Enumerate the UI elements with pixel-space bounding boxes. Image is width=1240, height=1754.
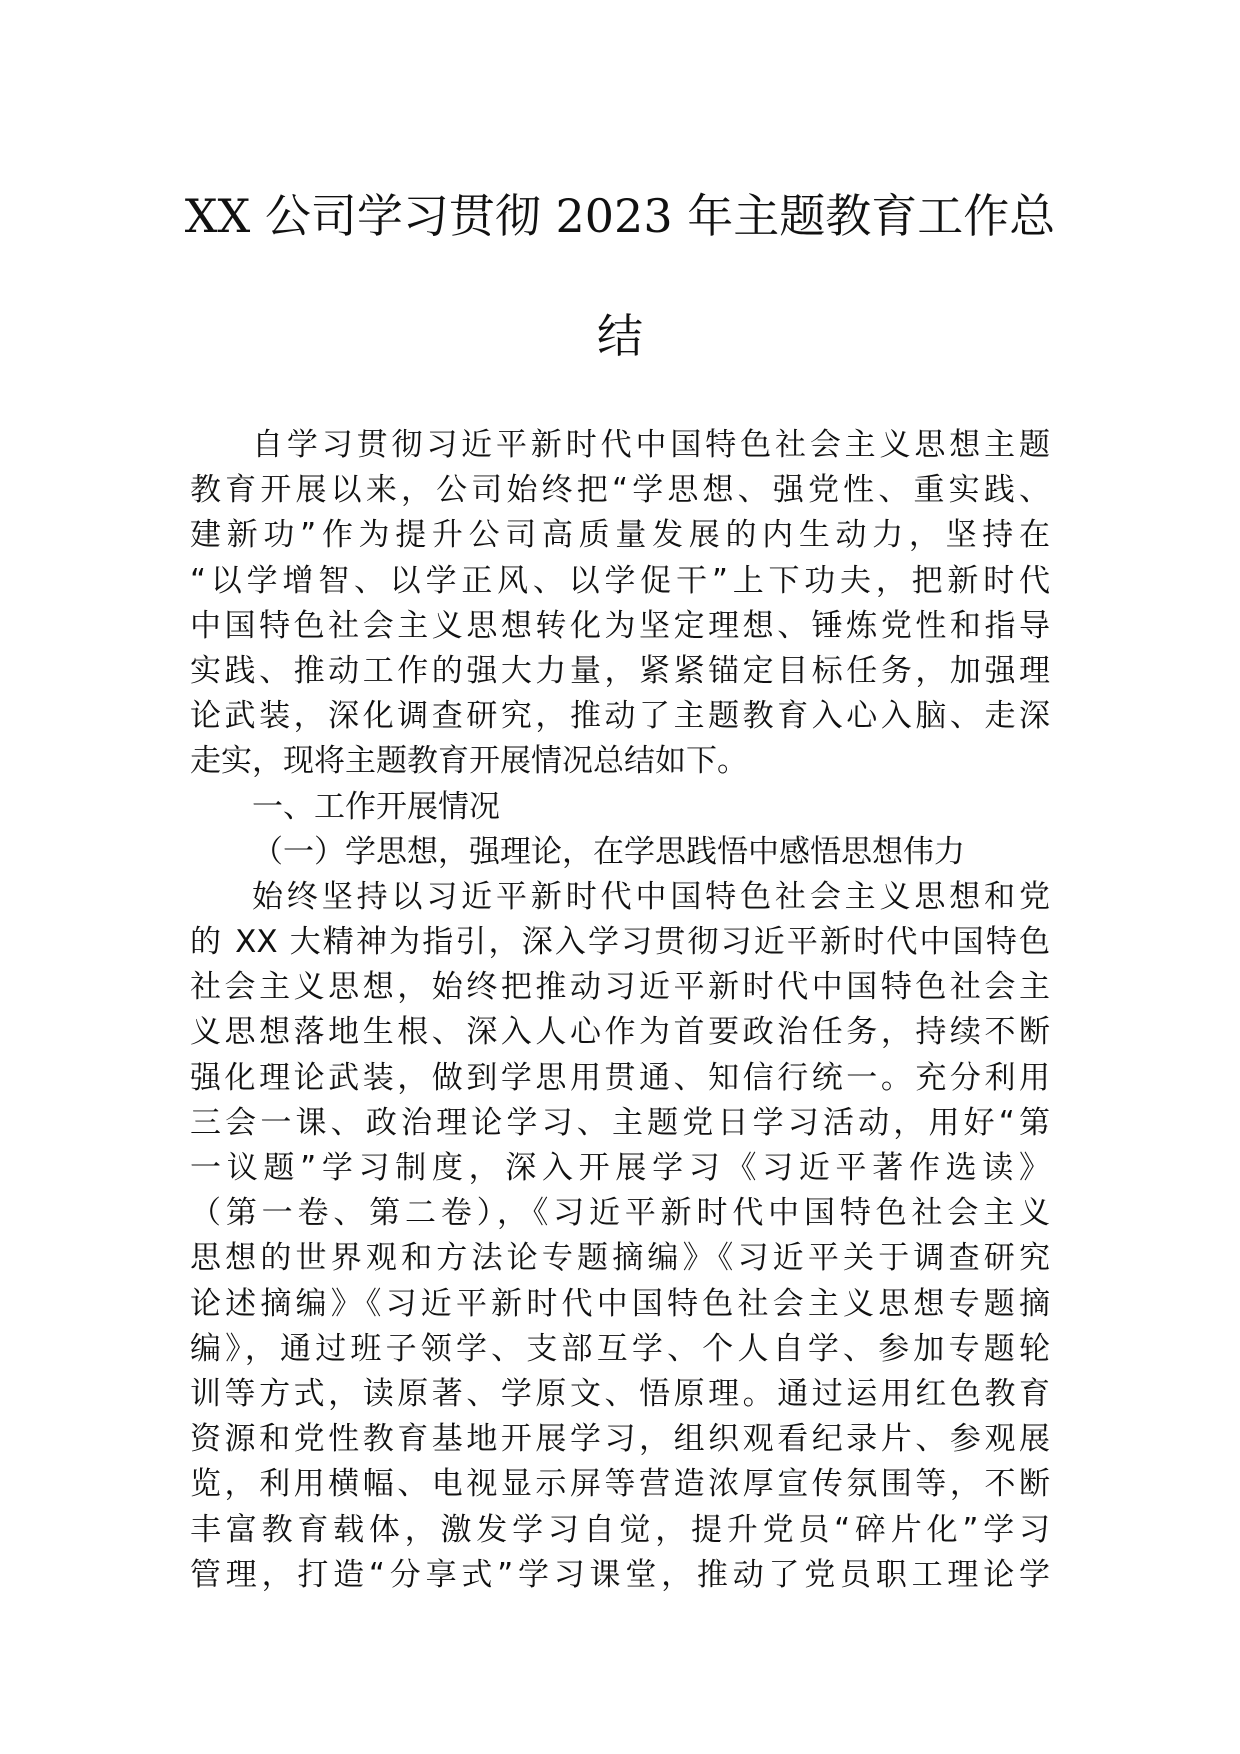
document-title-line-2: 结 [597,309,643,363]
text-line: 思想的世界观和方法论专题摘编》《习近平关于调查研究 [190,1240,1050,1277]
text-line: 览，利用横幅、电视显示屏等营造浓厚宣传氛围等，不断 [190,1466,1050,1503]
text-line: 强化理论武装，做到学思用贯通、知信行统一。充分利用 [190,1059,1050,1096]
text-line: 社会主义思想，始终把推动习近平新时代中国特色社会主 [190,969,1050,1006]
text-line: 始终坚持以习近平新时代中国特色社会主义思想和党 [252,878,1050,915]
text-line: 一议题”学习制度，深入开展学习《习近平著作选读》 [190,1150,1050,1186]
text-line: 管理，打造“分享式”学习课堂，推动了党员职工理论学 [190,1556,1050,1593]
text-line: 论武装，深化调查研究，推动了主题教育入心入脑、走深 [190,698,1050,735]
text-line: （第一卷、第二卷），《习近平新时代中国特色社会主义 [190,1195,1050,1232]
text-line: 走实，现将主题教育开展情况总结如下。 [190,743,748,780]
text-line: 自学习贯彻习近平新时代中国特色社会主义思想主题 [252,427,1050,463]
text-line: 编》，通过班子领学、支部互学、个人自学、参加专题轮 [190,1330,1050,1367]
text-line: 丰富教育载体，激发学习自觉，提升党员“碎片化”学习 [190,1511,1050,1548]
section-heading: 一、工作开展情况 [252,788,500,825]
text-line: 建新功”作为提升公司高质量发展的内生动力，坚持在 [190,517,1050,554]
document-body [190,423,1050,1598]
text-line: 中国特色社会主义思想转化为坚定理想、锤炼党性和指导 [190,607,1050,644]
text-line: 义思想落地生根、深入人心作为首要政治任务，持续不断 [190,1014,1050,1051]
document-title-line-1: XX 公司学习贯彻 2023 年主题教育工作总 [184,189,1056,243]
text-line: “以学增智、以学正风、以学促干”上下功夫，把新时代 [190,562,1050,599]
text-line: 教育开展以来，公司始终把“学思想、强党性、重实践、 [190,472,1050,509]
text-line: 三会一课、政治理论学习、主题党日学习活动，用好“第 [190,1104,1050,1141]
text-line: 训等方式，读原著、学原文、悟原理。通过运用红色教育 [190,1375,1050,1412]
intro-paragraph [190,423,1050,785]
text-line: 实践、推动工作的强大力量，紧紧锚定目标任务，加强理 [190,652,1050,689]
text-line: 资源和党性教育基地开展学习，组织观看纪录片、参观展 [190,1421,1050,1458]
section-paragraph [190,875,1050,1598]
text-line: 论述摘编》《习近平新时代中国特色社会主义思想专题摘 [190,1285,1050,1322]
subsection-heading: （一）学思想，强理论，在学思践悟中感悟思想伟力 [252,833,965,870]
text-line: 的 XX 大精神为指引，深入学习贯彻习近平新时代中国特色 [190,924,1050,961]
